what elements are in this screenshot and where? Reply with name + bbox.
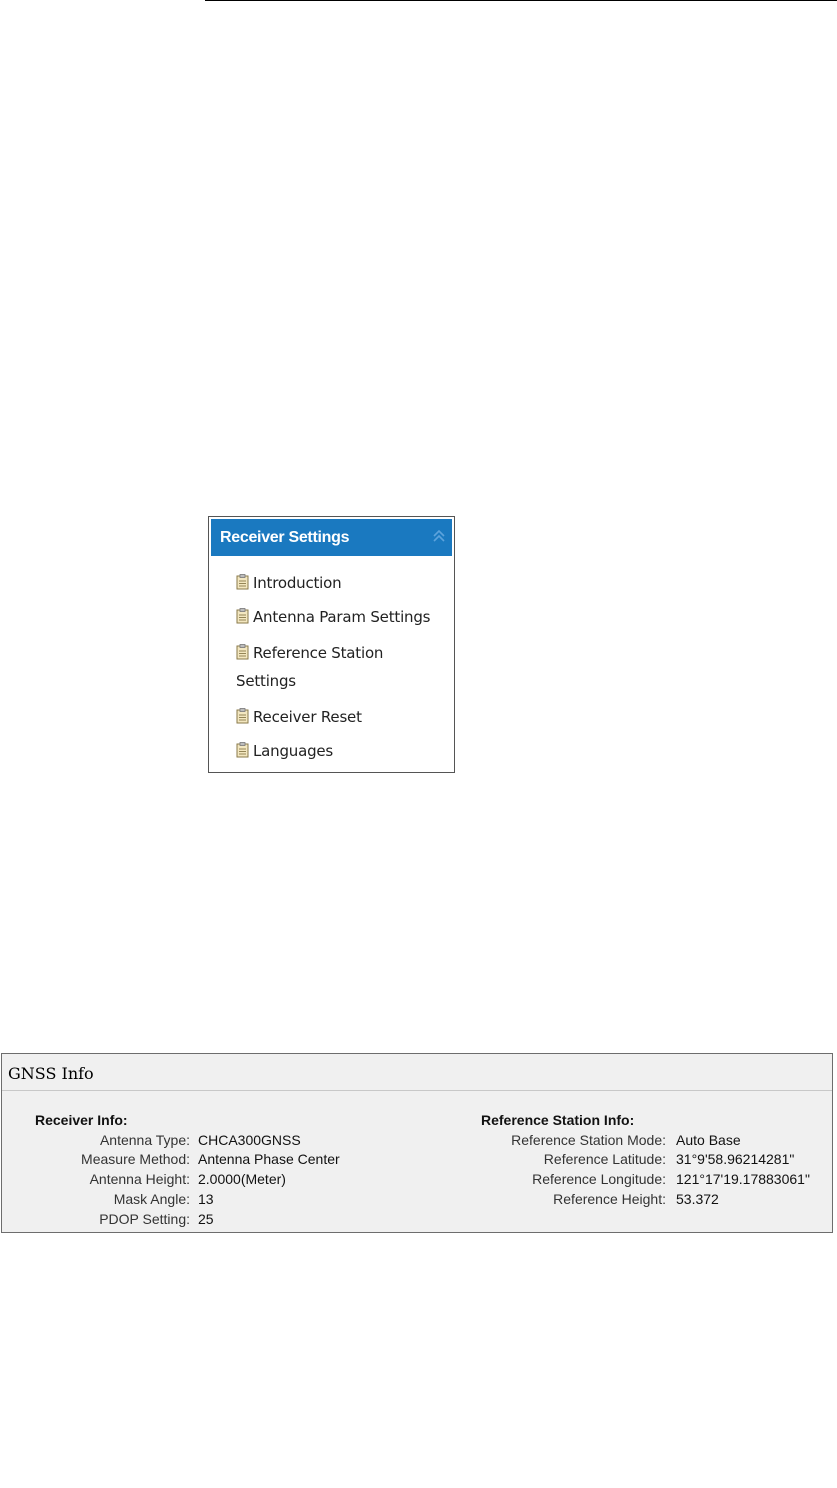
document-icon <box>236 644 249 660</box>
field-value: 25 <box>198 1211 214 1227</box>
field-label: Mask Angle: <box>113 1191 190 1207</box>
field-label: PDOP Setting: <box>99 1211 190 1227</box>
field-label: Reference Height: <box>553 1191 666 1207</box>
receiver-info-heading: Receiver Info: <box>35 1112 128 1128</box>
reference-field-longitude <box>2 1171 810 1189</box>
menu-item-label: Reference Station Settings <box>236 644 384 690</box>
menu-item-label: Antenna Param Settings <box>253 608 431 626</box>
field-value: Auto Base <box>676 1132 741 1148</box>
menu-item-label: Receiver Reset <box>253 708 362 726</box>
gnss-info-panel <box>1 1053 833 1233</box>
menu-item-receiver-reset[interactable] <box>236 708 362 726</box>
document-icon <box>236 574 249 590</box>
receiver-settings-header[interactable] <box>211 519 452 556</box>
field-value: 53.372 <box>676 1191 719 1207</box>
field-value: 31°9'58.96214281ʺ <box>676 1151 795 1167</box>
receiver-field-pdop-setting <box>2 1211 214 1229</box>
receiver-settings-panel <box>208 516 455 773</box>
gnss-info-title: GNSS Info <box>8 1064 94 1083</box>
field-value: 121°17'19.17883061ʺ <box>676 1171 810 1187</box>
menu-item-label: Languages <box>253 742 334 760</box>
menu-item-reference-station-settings[interactable] <box>236 639 446 695</box>
field-value: 2.0000(Meter) <box>198 1171 286 1187</box>
field-value: CHCA300GNSS <box>198 1132 301 1148</box>
reference-station-info-heading: Reference Station Info: <box>481 1112 635 1128</box>
menu-item-languages[interactable] <box>236 742 333 760</box>
field-value: Antenna Phase Center <box>198 1151 340 1167</box>
menu-item-antenna-param-settings[interactable] <box>236 608 430 626</box>
reference-field-latitude <box>2 1151 795 1169</box>
menu-item-introduction[interactable] <box>236 574 341 592</box>
field-label: Reference Latitude: <box>543 1151 666 1167</box>
field-label: Measure Method: <box>81 1151 190 1167</box>
reference-field-height <box>2 1191 719 1209</box>
menu-item-label: Introduction <box>253 574 342 592</box>
field-value: 13 <box>198 1191 214 1207</box>
receiver-settings-title: Receiver Settings <box>220 529 350 546</box>
collapse-chevron-icon[interactable] <box>432 527 446 545</box>
document-icon <box>236 742 249 758</box>
field-label: Antenna Height: <box>89 1171 190 1187</box>
gnss-info-divider <box>2 1090 832 1091</box>
document-icon <box>236 708 249 724</box>
top-divider-line <box>205 0 837 1</box>
reference-field-station-mode <box>2 1132 741 1150</box>
document-icon <box>236 608 249 624</box>
field-label: Reference Longitude: <box>532 1171 666 1187</box>
field-label: Antenna Type: <box>99 1132 190 1148</box>
field-label: Reference Station Mode: <box>511 1132 666 1148</box>
